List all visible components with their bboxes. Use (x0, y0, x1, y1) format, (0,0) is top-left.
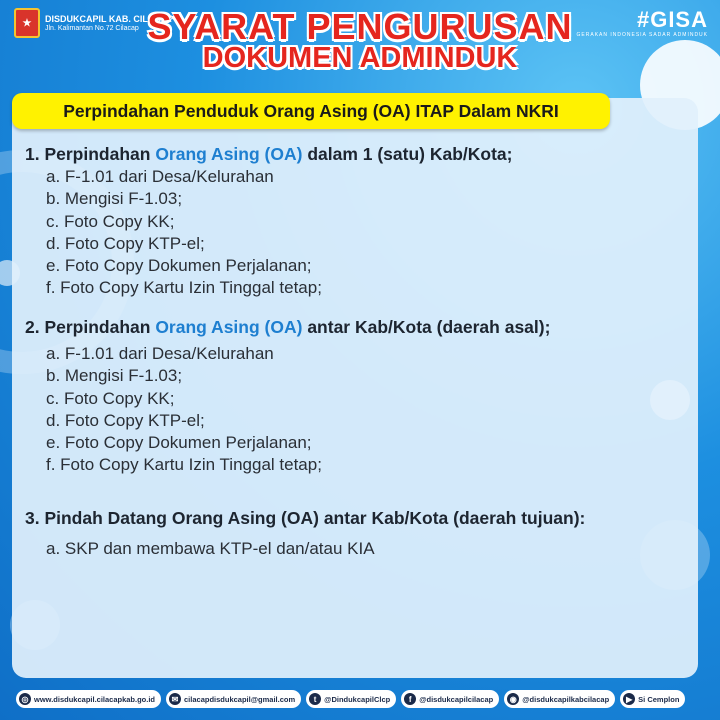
list-item: f. Foto Copy Kartu Izin Tinggal tetap; (46, 278, 322, 298)
list-item: e. Foto Copy Dokumen Perjalanan; (46, 256, 312, 276)
footer-contacts (16, 689, 706, 709)
section-3-title (25, 508, 585, 529)
list-item: a. F-1.01 dari Desa/Kelurahan (46, 167, 274, 186)
subtitle-text: Perpindahan Penduduk Orang Asing (OA) ITAP Dalam NKRI (63, 100, 559, 121)
instagram-icon: ◉ (507, 693, 519, 705)
section-1-list (46, 166, 322, 300)
footer-facebook-link[interactable] (401, 690, 499, 708)
section-title-prefix: 3. Pindah Datang Orang Asing (OA) antar Kab/Kota (daerah tujuan): (25, 508, 586, 528)
list-item: b. Mengisi F-1.03; (46, 189, 183, 209)
section-2-title (25, 317, 550, 338)
list-item: d. Foto Copy KTP-el; (46, 233, 205, 253)
list-item: b. Mengisi F-1.03; (46, 366, 183, 386)
section-title-suffix: antar Kab/Kota (daerah asal); (302, 317, 551, 337)
list-item: a. F-1.01 dari Desa/Kelurahan (46, 344, 274, 363)
section-2-list (46, 343, 322, 477)
brand-tag: #GISA (636, 7, 708, 32)
globe-icon: ◎ (19, 693, 31, 705)
list-item: e. Foto Copy Dokumen Perjalanan; (46, 433, 312, 453)
footer-text: cilacapdisdukcapil@gmail.com (184, 694, 296, 704)
mail-icon: ✉ (169, 693, 181, 705)
list-item: a. SKP dan membawa KTP-el dan/atau KIA (46, 539, 375, 558)
footer-email-link[interactable] (166, 690, 301, 708)
brand-subtitle: GERAKAN INDONESIA SADAR ADMINDUK (576, 32, 708, 38)
section-title-suffix: dalam 1 (satu) Kab/Kota; (302, 144, 513, 164)
page-title-line1: SYARAT PENGURUSAN (147, 6, 573, 47)
subtitle-banner (12, 93, 610, 129)
section-1-title (25, 144, 513, 165)
footer-text: www.disdukcapil.cilacapkab.go.id (34, 694, 156, 704)
list-item: c. Foto Copy KK; (46, 211, 175, 231)
list-item: f. Foto Copy Kartu Izin Tinggal tetap; (46, 455, 322, 475)
footer-instagram-link[interactable] (504, 690, 615, 708)
page-title-line2: DOKUMEN ADMINDUK (202, 42, 518, 74)
cilacap-logo-icon: ★ (14, 8, 40, 38)
list-item: d. Foto Copy KTP-el; (46, 410, 205, 430)
facebook-icon: f (404, 693, 416, 705)
footer-text: Si Cemplon (638, 694, 680, 704)
section-title-highlight: Orang Asing (OA) (155, 317, 303, 337)
section-title-prefix: 2. Perpindahan (25, 317, 156, 337)
youtube-icon: ▶ (623, 693, 635, 705)
footer-text: @disdukcapilcilacap (419, 694, 494, 704)
section-title-prefix: 1. Perpindahan (25, 144, 156, 164)
section-3-list (46, 538, 375, 560)
list-item: c. Foto Copy KK; (46, 388, 175, 408)
org-name: DISDUKCAPIL KAB. CILACAP (45, 13, 174, 24)
twitter-icon: t (309, 693, 321, 705)
footer-youtube-link[interactable] (620, 690, 685, 708)
footer-twitter-link[interactable] (306, 690, 396, 708)
org-address: Jln. Kalimantan No.72 Cilacap (45, 24, 139, 32)
section-title-highlight: Orang Asing (OA) (155, 144, 303, 164)
footer-text: @DindukcapilClcp (324, 694, 391, 704)
footer-text: @disdukcapilkabcilacap (522, 694, 610, 704)
footer-website-link[interactable] (16, 690, 161, 708)
